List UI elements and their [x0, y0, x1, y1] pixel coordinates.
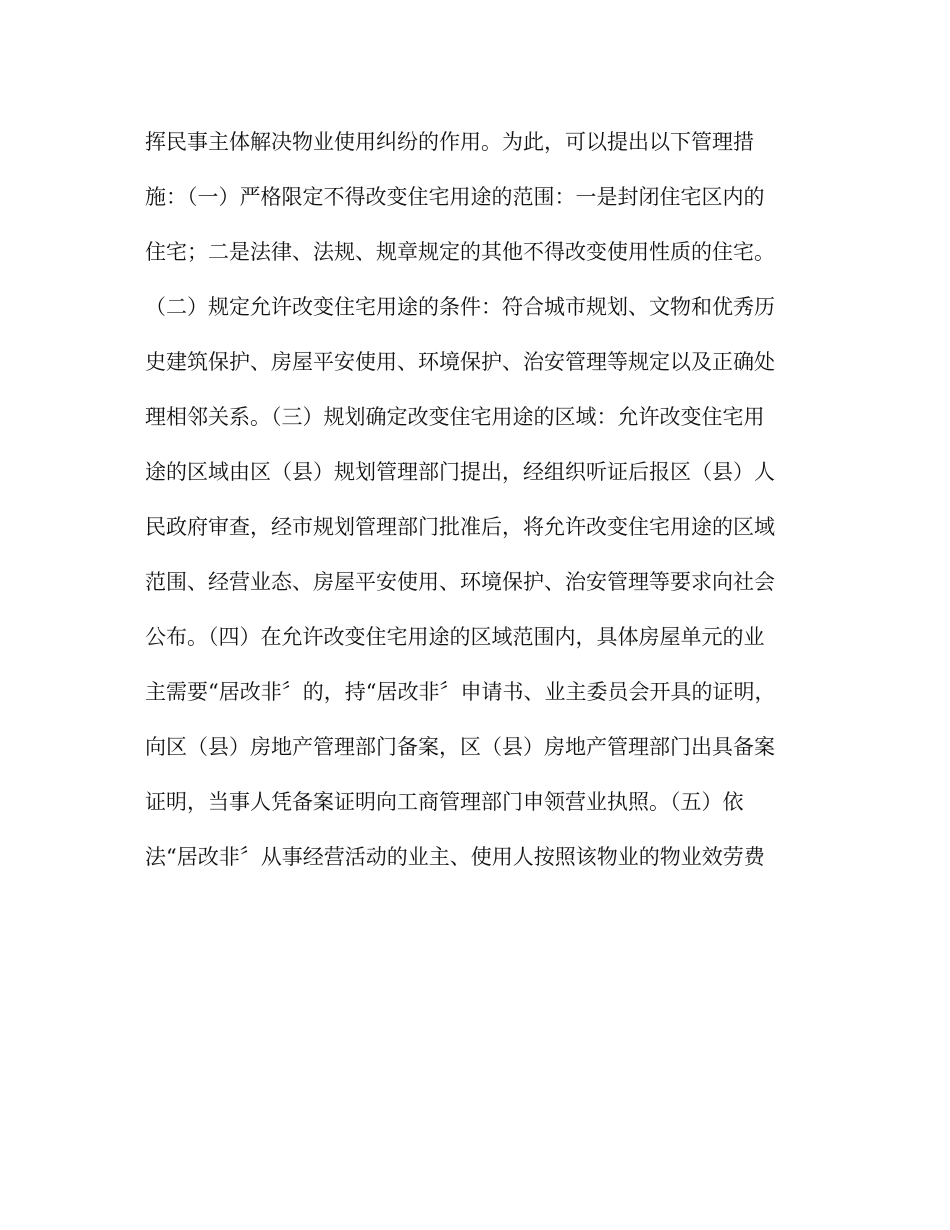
- text-line-6: 理相邻关系。（三）规划确定改变住宅用途的区域：允许改变住宅用: [145, 405, 765, 429]
- body-text: [145, 124, 805, 894]
- text-line-10: 公布。（四）在允许改变住宅用途的区域范围内，具体房屋单元的业: [145, 625, 765, 649]
- text-line-13: 证明，当事人凭备案证明向工商管理部门申领营业执照。（五）依: [145, 790, 744, 814]
- text-line-11: 主需要“居改非〞的，持“居改非〞申请书、业主委员会开具的证明，: [145, 680, 776, 704]
- text-line-8: 民政府审查，经市规划管理部门批准后，将允许改变住宅用途的区域: [145, 515, 775, 539]
- text-line-12: 向区（县）房地产管理部门备案，区（县）房地产管理部门出具备案: [145, 735, 775, 759]
- text-line-4: （二）规定允许改变住宅用途的条件：符合城市规划、文物和优秀历: [145, 295, 775, 319]
- text-line-7: 途的区域由区（县）规划管理部门提出，经组织听证后报区（县）人: [145, 460, 775, 484]
- text-line-5: 史建筑保护、房屋平安使用、环境保护、治安管理等规定以及正确处: [145, 350, 775, 374]
- text-line-3: 住宅；二是法律、法规、规章规定的其他不得改变使用性质的住宅。: [145, 240, 775, 264]
- text-line-1: 挥民事主体解决物业使用纠纷的作用。为此，可以提出以下管理措: [145, 130, 754, 154]
- text-line-9: 范围、经营业态、房屋平安使用、环境保护、治安管理等要求向社会: [145, 570, 775, 594]
- text-line-2: 施：（一）严格限定不得改变住宅用途的范围：一是封闭住宅区内的: [145, 185, 765, 209]
- text-line-14: 法“居改非〞从事经营活动的业主、使用人按照该物业的物业效劳费: [145, 845, 765, 869]
